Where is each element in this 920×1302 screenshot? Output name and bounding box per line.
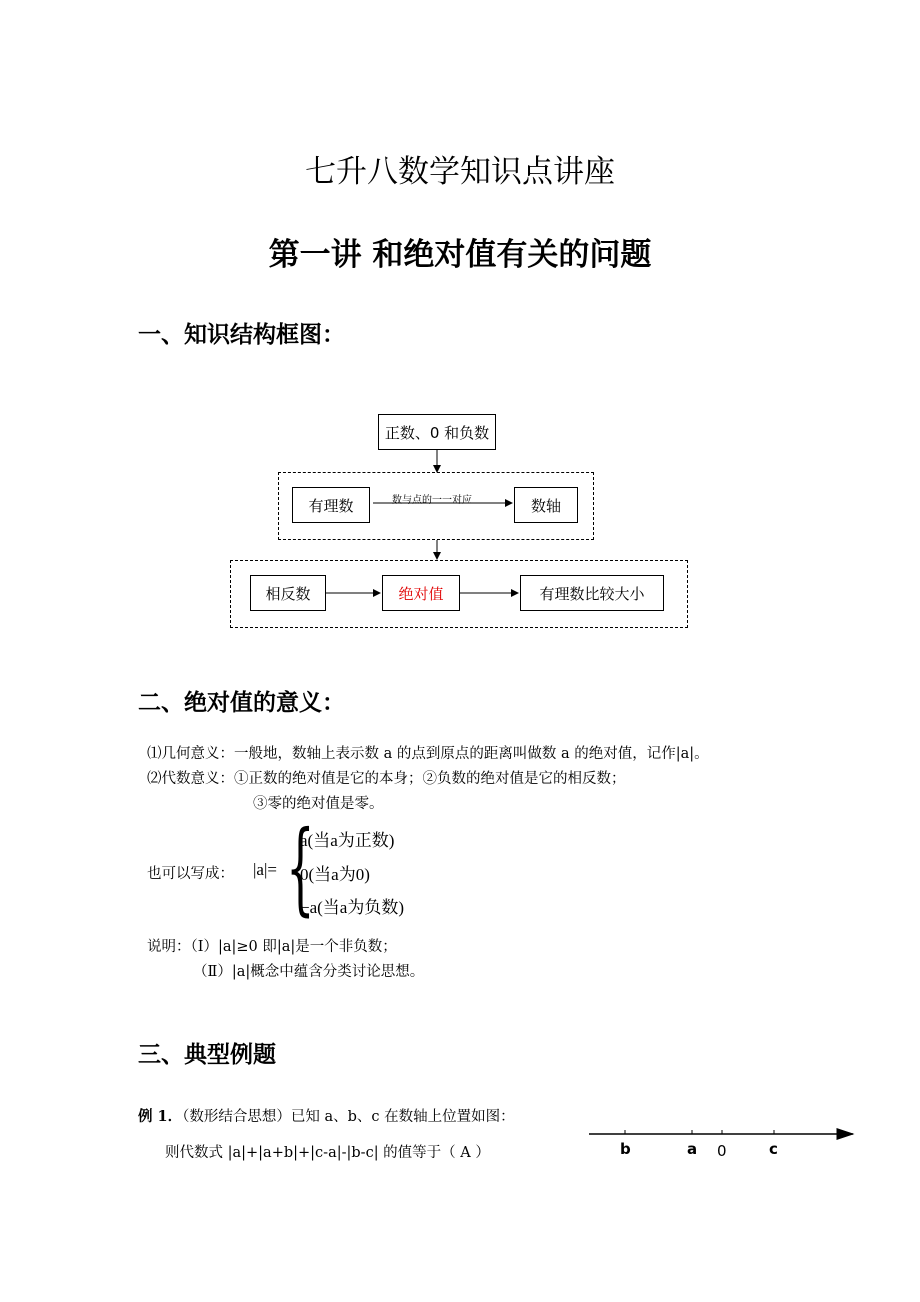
label-one-to-one: 数与点的一一对应	[392, 495, 472, 506]
section-heading-examples: 三、典型例题	[138, 1042, 276, 1068]
example-question: 则代数式 |a|+|a+b|+|c-a|-|b-c| 的值等于（ A ）	[165, 1145, 490, 1161]
note-nonnegative: 说明：（Ⅰ）|a|≥0 即|a|是一个非负数；	[147, 939, 397, 955]
page-title: 七升八数学知识点讲座	[305, 154, 615, 190]
box-number-line: 数轴	[514, 487, 578, 523]
box-numbers: 正数、0 和负数	[378, 414, 496, 450]
box-absolute: 绝对值	[382, 575, 460, 611]
formula-intro: 也可以写成：	[147, 866, 234, 882]
axis-label-zero: 0	[717, 1142, 727, 1160]
axis-label-c: c	[769, 1140, 778, 1158]
box-opposite: 相反数	[250, 575, 326, 611]
note-classification: （Ⅱ）|a|概念中蕴含分类讨论思想。	[193, 964, 425, 980]
axis-label-a: a	[687, 1140, 698, 1158]
formula-case-zero: 0(当a为0)	[300, 865, 370, 884]
example-text: （数形结合思想）已知 a、b、c 在数轴上位置如图：	[182, 1109, 515, 1125]
formula-case-positive: a(当a为正数)	[300, 831, 395, 850]
lecture-title: 第一讲 和绝对值有关的问题	[268, 237, 652, 273]
formula-lhs: |a|=	[253, 860, 277, 879]
axis-label-b: b	[620, 1140, 631, 1158]
box-rational: 有理数	[292, 487, 370, 523]
meaning-geometric: ⑴几何意义：一般地，数轴上表示数 a 的点到原点的距离叫做数 a 的绝对值，记作|a|。	[147, 746, 709, 762]
section-heading-meaning: 二、绝对值的意义：	[138, 690, 345, 716]
section-heading-structure: 一、知识结构框图：	[138, 322, 345, 348]
meaning-algebraic: ⑵代数意义：①正数的绝对值是它的本身；②负数的绝对值是它的相反数；	[147, 771, 626, 787]
formula-case-negative: −a(当a为负数)	[300, 898, 405, 917]
meaning-zero: ③零的绝对值是零。	[253, 796, 384, 812]
box-compare: 有理数比较大小	[520, 575, 664, 611]
example-label: 例 1．	[138, 1108, 183, 1125]
formula-brace: {	[286, 809, 315, 926]
example-1	[138, 1105, 515, 1126]
